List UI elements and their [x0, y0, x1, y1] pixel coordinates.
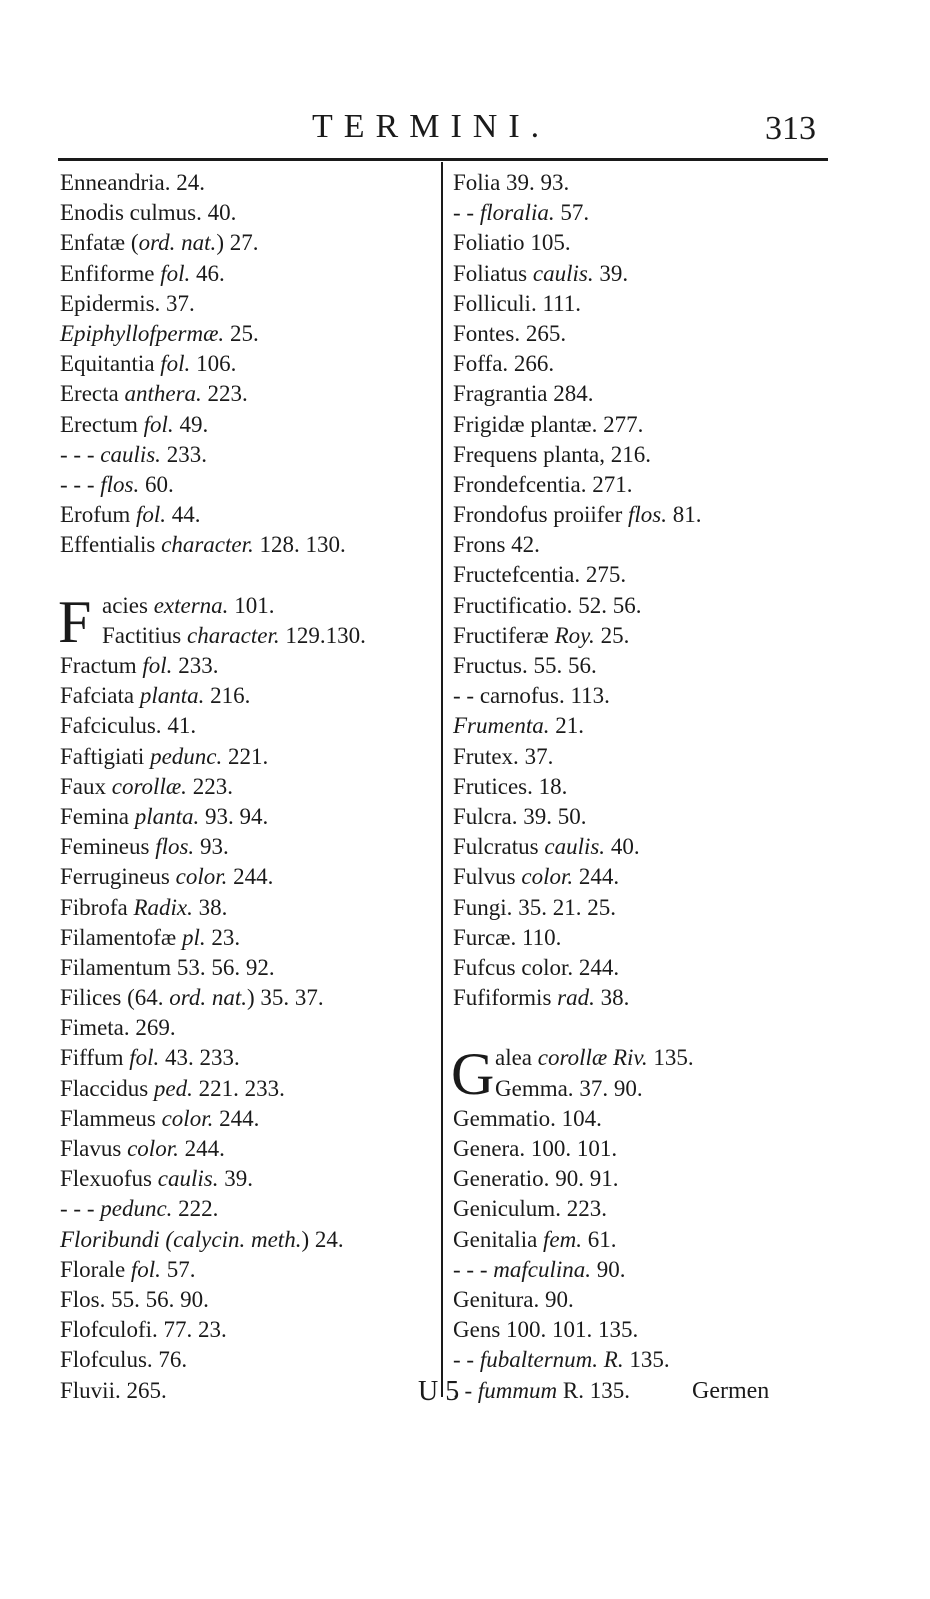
- entry-term: Flofculofi.: [60, 1317, 158, 1343]
- drop-cap-initial: F: [58, 588, 92, 655]
- entry-page-refs: 57.: [160, 1256, 196, 1282]
- entry-page-refs: 35. 21. 25.: [512, 894, 616, 920]
- entry-page-refs: 53. 56. 92.: [171, 954, 275, 980]
- entry-page-refs: 244.: [573, 954, 620, 980]
- entry-page-refs: 93. 94.: [199, 803, 269, 829]
- entry-term: Furcæ.: [453, 924, 517, 950]
- entry-qualifier: caulis.: [100, 441, 161, 467]
- index-entry: [453, 591, 823, 621]
- entry-term: Effentialis: [60, 532, 162, 558]
- index-entry: [60, 742, 438, 772]
- entry-page-refs: 113.: [564, 683, 610, 709]
- entry-qualifier: flos.: [155, 834, 195, 860]
- entry-page-refs: 21.: [549, 713, 584, 739]
- entry-term: Flofculus.: [60, 1347, 153, 1373]
- entry-qualifier: Roy.: [554, 622, 595, 648]
- entry-qualifier: corollæ.: [111, 773, 187, 799]
- entry-page-refs: 49.: [173, 411, 209, 437]
- entry-qualifier: ped.: [153, 1075, 193, 1101]
- entry-page-refs: 40.: [605, 834, 640, 860]
- entry-term: - - -: [453, 1256, 494, 1282]
- entry-page-refs: 271.: [586, 471, 633, 497]
- entry-qualifier: color.: [161, 1105, 214, 1131]
- index-entry: [60, 168, 438, 198]
- entry-term: Flavus: [60, 1136, 128, 1161]
- entry-term: Factitius: [102, 622, 187, 648]
- entry-page-refs: 266.: [508, 351, 555, 377]
- entry-page-refs: 105.: [524, 230, 571, 256]
- index-entry: [453, 711, 823, 741]
- entry-page-refs: 41.: [161, 713, 197, 739]
- index-entry: [453, 983, 823, 1013]
- index-entry: [60, 1134, 438, 1164]
- entry-page-refs: 37.: [518, 743, 554, 769]
- index-entry: [453, 893, 823, 923]
- index-entry: [60, 1013, 438, 1043]
- entry-qualifier: fol.: [160, 260, 191, 286]
- entry-term: Fafciculus.: [60, 713, 162, 739]
- entry-qualifier: caulis.: [544, 834, 606, 860]
- entry-page-refs: 269.: [129, 1015, 176, 1041]
- index-entry: [453, 560, 823, 590]
- index-entry: [453, 198, 823, 228]
- entry-page-refs: 284.: [547, 381, 594, 407]
- entry-qualifier: fol.: [142, 653, 173, 678]
- entry-qualifier: flos.: [628, 502, 668, 528]
- entry-term: Epidermis.: [60, 290, 161, 316]
- entry-page-refs: 244.: [178, 1136, 225, 1161]
- entry-page-refs: 37. 90.: [573, 1075, 643, 1101]
- entry-term: Generatio.: [453, 1166, 550, 1192]
- entry-qualifier: floralia.: [479, 200, 555, 226]
- entry-page-refs: 223.: [560, 1196, 607, 1222]
- entry-term: Frondofus proiifer: [453, 502, 629, 528]
- entry-term: Fulcratus: [453, 834, 545, 860]
- index-entry: [60, 289, 438, 319]
- entry-term: Enodis culmus.: [60, 200, 202, 226]
- index-entry: [60, 1194, 438, 1224]
- entry-page-refs: 110.: [516, 924, 562, 950]
- index-entry: [60, 440, 438, 470]
- index-entry: [60, 651, 438, 681]
- entry-term: Fibrofa: [60, 894, 134, 920]
- index-entry: [453, 349, 823, 379]
- index-entry: [60, 711, 438, 741]
- entry-term: Fufiformis: [453, 985, 558, 1011]
- index-entry: [60, 410, 438, 440]
- entry-page-refs: 55. 56. 90.: [105, 1286, 209, 1312]
- index-entry: [60, 379, 438, 409]
- entry-term: - - -: [60, 471, 101, 497]
- entry-term: Femina: [60, 803, 135, 829]
- entry-term: . -: [453, 1377, 478, 1403]
- entry-page-refs: R. 135.: [557, 1377, 630, 1403]
- index-entry: [453, 1134, 823, 1164]
- entry-page-refs: 42.: [505, 532, 540, 558]
- entry-page-refs: 57.: [554, 200, 590, 226]
- index-entry: [453, 1315, 823, 1345]
- index-entry: [453, 379, 823, 409]
- index-entry: [60, 862, 438, 892]
- entry-term: - -: [453, 1347, 480, 1373]
- entry-page-refs: 18.: [532, 773, 568, 799]
- entry-spacer: [60, 560, 438, 590]
- entry-term: - - carnofus.: [453, 683, 565, 709]
- index-column-left: [60, 168, 438, 1406]
- index-entry: [60, 259, 438, 289]
- index-entry: [453, 651, 823, 681]
- index-entry: [60, 953, 438, 983]
- index-entry: [60, 1345, 438, 1375]
- index-entry: [60, 1285, 438, 1315]
- entry-qualifier: pedunc.: [150, 743, 223, 769]
- entry-page-refs: 275.: [580, 562, 627, 588]
- index-entry: [453, 1285, 823, 1315]
- entry-term: Foliatio: [453, 230, 525, 256]
- entry-term: Florale: [60, 1256, 131, 1282]
- entry-page-refs: 233.: [160, 441, 207, 467]
- entry-term: Foliatus: [453, 260, 533, 286]
- entry-term: Fulvus: [453, 864, 522, 890]
- entry-page-refs: 93.: [194, 834, 229, 860]
- index-entry: [453, 289, 823, 319]
- entry-page-refs: 77. 23.: [157, 1317, 227, 1343]
- entry-page-refs: 221. 233.: [192, 1075, 285, 1101]
- entry-term: Flos.: [60, 1286, 106, 1312]
- entry-term: Fimeta.: [60, 1015, 130, 1041]
- entry-qualifier: character.: [186, 622, 280, 648]
- index-entry: [453, 621, 823, 651]
- entry-term: Fontes.: [453, 320, 521, 346]
- entry-term: Fructefcentia.: [453, 562, 581, 588]
- entry-page-refs: 135.: [623, 1347, 670, 1373]
- entry-term: acies: [102, 592, 154, 618]
- entry-page-refs: 244.: [573, 864, 620, 890]
- entry-page-refs: ) 35. 37.: [247, 985, 324, 1011]
- entry-term: - - -: [60, 1196, 101, 1222]
- index-entry: [60, 319, 438, 349]
- index-entry: [453, 1194, 823, 1224]
- entry-page-refs: 265.: [520, 320, 567, 346]
- entry-page-refs: 39.: [593, 260, 629, 286]
- entry-page-refs: 90.: [539, 1286, 574, 1312]
- index-entry: [453, 319, 823, 349]
- page-number: 313: [765, 110, 816, 147]
- entry-term: Faux: [60, 773, 112, 799]
- index-entry: [60, 832, 438, 862]
- entry-term: Foffa.: [453, 351, 509, 377]
- entry-term: Fructificatio.: [453, 592, 573, 618]
- entry-page-refs: 60.: [139, 471, 174, 497]
- entry-term: Geniculum.: [453, 1196, 561, 1222]
- index-column-right: [453, 168, 823, 1406]
- entry-qualifier: flos.: [100, 471, 140, 497]
- index-entry: [453, 1225, 823, 1255]
- entry-spacer: [453, 1013, 823, 1043]
- entry-term: Frutices.: [453, 773, 533, 799]
- entry-page-refs: 223.: [186, 773, 233, 799]
- entry-page-refs: 39. 50.: [517, 803, 587, 829]
- entry-qualifier: color.: [175, 864, 228, 890]
- entry-term: Fufcus color.: [453, 954, 574, 980]
- entry-page-refs: 25.: [224, 320, 259, 346]
- index-entry: [453, 1104, 823, 1134]
- entry-term: Gens: [453, 1317, 501, 1343]
- entry-page-refs: 128. 130.: [253, 532, 346, 558]
- entry-qualifier: character.: [161, 532, 254, 558]
- entry-qualifier: fol.: [136, 502, 167, 528]
- entry-qualifier: fol.: [143, 411, 174, 437]
- index-entry: [60, 228, 438, 258]
- index-entry: [60, 1255, 438, 1285]
- entry-qualifier: ord. nat.: [138, 230, 217, 256]
- index-entry: [60, 1104, 438, 1134]
- entry-term: Fulcra.: [453, 803, 518, 829]
- entry-page-refs: 244.: [213, 1105, 260, 1131]
- entry-term: Fructus.: [453, 653, 528, 678]
- entry-term: Flexuofus: [60, 1166, 158, 1192]
- column-divider: [441, 162, 443, 1397]
- entry-qualifier: color.: [521, 864, 574, 890]
- entry-qualifier: fol.: [130, 1256, 161, 1282]
- entry-term: Fiffum: [60, 1045, 130, 1071]
- index-entry: [453, 228, 823, 258]
- index-entry: [453, 681, 823, 711]
- entry-term: Frons: [453, 532, 506, 558]
- index-entry: [453, 1074, 823, 1104]
- entry-page-refs: 111.: [536, 290, 581, 316]
- entry-page-refs: 40.: [201, 200, 237, 226]
- index-entry: [60, 1225, 438, 1255]
- header-rule: [58, 158, 828, 161]
- entry-qualifier: anthera.: [124, 381, 202, 407]
- entry-term: Folia: [453, 170, 501, 195]
- index-entry: [453, 862, 823, 892]
- entry-page-refs: 39.: [218, 1166, 253, 1192]
- entry-term: Flammeus: [60, 1105, 162, 1131]
- entry-page-refs: 135.: [647, 1045, 694, 1071]
- index-entry: [60, 1043, 438, 1073]
- index-entry: [453, 772, 823, 802]
- entry-term: Enfiforme: [60, 260, 161, 286]
- entry-page-refs: 55. 56.: [527, 653, 597, 678]
- entry-qualifier: pl.: [182, 924, 206, 950]
- entry-qualifier: corollæ Riv.: [537, 1045, 648, 1071]
- index-entry: [453, 168, 823, 198]
- entry-page-refs: 277.: [597, 411, 644, 437]
- index-entry: [60, 983, 438, 1013]
- entry-page-refs: 90. 91.: [549, 1166, 619, 1192]
- entry-page-refs: 129.130.: [279, 622, 366, 648]
- entry-page-refs: 106.: [190, 351, 237, 377]
- entry-term: Enfatæ (: [60, 230, 139, 256]
- entry-page-refs: 39. 93.: [500, 170, 570, 195]
- entry-term: Fructiferæ: [453, 622, 555, 648]
- entry-qualifier: fummum: [477, 1377, 558, 1403]
- entry-page-refs: 223.: [201, 381, 248, 407]
- entry-qualifier: fol.: [160, 351, 191, 377]
- index-entry: [60, 349, 438, 379]
- entry-page-refs: 43. 233.: [159, 1045, 240, 1071]
- entry-qualifier: caulis.: [532, 260, 594, 286]
- entry-term: Genera.: [453, 1136, 526, 1161]
- entry-term: Femineus: [60, 834, 156, 860]
- entry-term: alea: [495, 1045, 538, 1071]
- index-entry: [60, 1315, 438, 1345]
- entry-page-refs: 100. 101.: [525, 1136, 618, 1161]
- index-entry: [453, 1345, 823, 1375]
- index-entry: [60, 470, 438, 500]
- entry-page-refs: 38.: [192, 894, 228, 920]
- drop-cap-initial: G: [451, 1041, 495, 1108]
- index-entry: [453, 923, 823, 953]
- entry-qualifier: Epiphyllofpermæ.: [60, 320, 225, 346]
- entry-term: Frondefcentia.: [453, 471, 587, 497]
- entry-page-refs: 37.: [160, 290, 195, 316]
- entry-term: Erecta: [60, 381, 125, 407]
- entry-term: Filamentofæ: [60, 924, 183, 950]
- entry-page-refs: 216.: [204, 683, 251, 709]
- entry-term: Ferrugineus: [60, 864, 176, 890]
- entry-term: Erofum: [60, 502, 137, 528]
- entry-qualifier: mafculina.: [493, 1256, 591, 1282]
- index-entry: [60, 530, 438, 560]
- entry-term: Equitantia: [60, 351, 161, 377]
- entry-page-refs: 222.: [172, 1196, 219, 1222]
- index-entry: [453, 953, 823, 983]
- index-entry: [453, 1164, 823, 1194]
- index-entry: [453, 832, 823, 862]
- entry-page-refs: 81.: [667, 502, 702, 528]
- entry-qualifier: Radix.: [133, 894, 193, 920]
- entry-page-refs: 101.: [228, 592, 275, 618]
- entry-term: Genitalia: [453, 1226, 544, 1252]
- entry-term: Fragrantia: [453, 381, 548, 407]
- entry-page-refs: 76.: [152, 1347, 188, 1373]
- entry-page-refs: 104.: [555, 1105, 602, 1131]
- index-entry: [60, 923, 438, 953]
- entry-term: Fluvii.: [60, 1377, 121, 1403]
- entry-page-refs: 90.: [590, 1256, 626, 1282]
- entry-page-refs: 233.: [172, 653, 219, 678]
- entry-qualifier: Frumenta.: [453, 713, 550, 739]
- index-entry: [453, 742, 823, 772]
- entry-qualifier: planta.: [134, 803, 200, 829]
- index-entry: [453, 530, 823, 560]
- entry-page-refs: 44.: [166, 502, 201, 528]
- index-entry: [453, 259, 823, 289]
- entry-page-refs: 38.: [594, 985, 630, 1011]
- entry-term: Frigidæ plantæ.: [453, 411, 598, 437]
- signature-mark: U 5: [418, 1376, 460, 1407]
- index-entry: [453, 470, 823, 500]
- entry-page-refs: 221.: [222, 743, 269, 769]
- entry-term: - - -: [60, 441, 101, 467]
- index-entry: [453, 1255, 823, 1285]
- entry-qualifier: fem.: [543, 1226, 583, 1252]
- index-entry: [60, 500, 438, 530]
- entry-page-refs: 25.: [594, 622, 630, 648]
- entry-page-refs: 46.: [190, 260, 225, 286]
- entry-qualifier: rad.: [557, 985, 595, 1011]
- entry-term: Fafciata: [60, 683, 140, 709]
- entry-term: Flaccidus: [60, 1075, 154, 1101]
- entry-qualifier: Floribundi (calycin. meth.: [60, 1226, 302, 1252]
- index-entry: [60, 198, 438, 228]
- entry-page-refs: 52. 56.: [572, 592, 642, 618]
- entry-term: Erectum: [60, 411, 144, 437]
- entry-term: Filices (64.: [60, 985, 170, 1011]
- entry-term: Fungi.: [453, 894, 513, 920]
- entry-page-refs: 23.: [205, 924, 241, 950]
- entry-term: Fractum: [60, 653, 143, 678]
- index-entry: [60, 802, 438, 832]
- entry-qualifier: fubalternum. R.: [479, 1347, 624, 1373]
- entry-term: Gemma.: [495, 1075, 574, 1101]
- entry-term: Gemmatio.: [453, 1105, 556, 1131]
- index-entry: [453, 410, 823, 440]
- entry-qualifier: color.: [127, 1136, 179, 1161]
- entry-page-refs: 216.: [605, 441, 652, 467]
- entry-term: Enneandria.: [60, 170, 171, 195]
- entry-term: Frequens planta,: [453, 441, 606, 467]
- entry-page-refs: 265.: [120, 1377, 167, 1403]
- entry-page-refs: ) 27.: [216, 230, 259, 256]
- entry-term: Folliculi.: [453, 290, 537, 316]
- running-head: TERMINI.: [312, 108, 551, 145]
- entry-page-refs: 244.: [227, 864, 274, 890]
- entry-page-refs: 24.: [170, 170, 205, 195]
- entry-term: - -: [453, 200, 480, 226]
- entry-term: Frutex.: [453, 743, 519, 769]
- entry-term: Faftigiati: [60, 743, 151, 769]
- entry-qualifier: caulis.: [157, 1166, 219, 1192]
- entry-page-refs: ) 24.: [301, 1226, 344, 1252]
- entry-qualifier: ord. nat.: [169, 985, 247, 1011]
- entry-page-refs: 61.: [582, 1226, 617, 1252]
- index-entry: [453, 440, 823, 470]
- index-entry: [453, 802, 823, 832]
- index-entry: [60, 1074, 438, 1104]
- entry-qualifier: externa.: [153, 592, 229, 618]
- entry-qualifier: fol.: [129, 1045, 160, 1071]
- entry-qualifier: pedunc.: [100, 1196, 173, 1222]
- index-entry: [453, 500, 823, 530]
- index-entry: [60, 772, 438, 802]
- entry-term: Genitura.: [453, 1286, 540, 1312]
- index-entry: [60, 621, 438, 651]
- catchword: Germen: [692, 1378, 770, 1404]
- entry-term: Filamentum: [60, 954, 172, 980]
- index-entry: [60, 681, 438, 711]
- entry-page-refs: 100. 101. 135.: [500, 1317, 639, 1343]
- index-entry: [60, 1164, 438, 1194]
- index-entry: [60, 1376, 438, 1406]
- index-entry: [60, 893, 438, 923]
- entry-qualifier: planta.: [139, 683, 205, 709]
